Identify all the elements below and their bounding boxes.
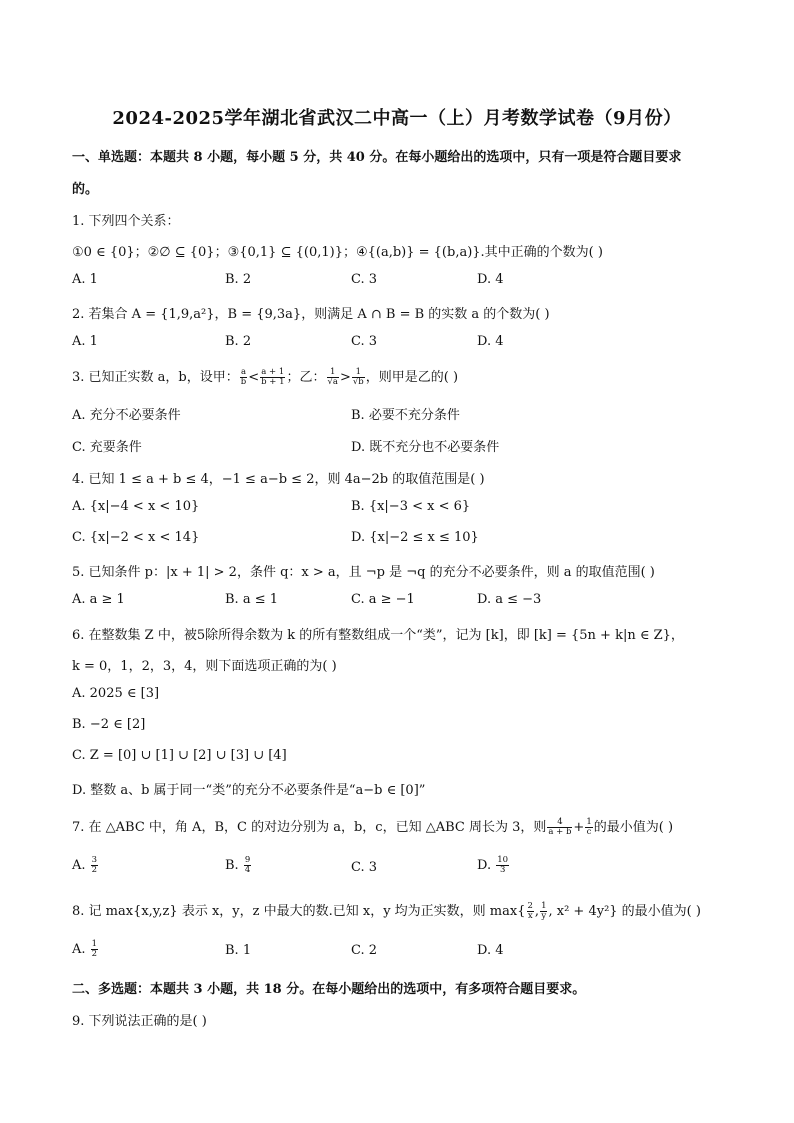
question-9-stem: 9. 下列说法正确的是( ) — [72, 1014, 207, 1029]
numerator: 9 — [244, 855, 251, 865]
denominator: b — [240, 377, 247, 387]
q4-option-d: D. {x|−2 ≤ x ≤ 10} — [351, 530, 479, 545]
q4-option-a: A. {x|−4 < x < 10} — [72, 499, 200, 514]
q1-option-b: B. 2 — [225, 272, 252, 287]
q8-option-b: B. 1 — [225, 943, 252, 958]
denominator: c — [586, 827, 592, 837]
denominator: 2 — [91, 949, 98, 959]
q2-option-d: D. 4 — [477, 334, 504, 349]
denominator: √a — [327, 377, 338, 387]
question-3-stem — [72, 366, 458, 387]
denominator: b + 1 — [261, 377, 285, 387]
q3-option-b: B. 必要不充分条件 — [351, 408, 460, 423]
q7-option-c — [351, 860, 377, 875]
q7-option-b — [225, 856, 252, 875]
question-5-stem: 5. 已知条件 p：|x + 1| > 2，条件 q：x > a，且 ¬p 是 ¬q 的充分不必要条件，则 a 的取值范围( ) — [72, 565, 655, 580]
denominator: a + b — [548, 827, 572, 837]
operator: > — [339, 370, 351, 385]
numerator: 1 — [586, 817, 592, 827]
q3-stem-part: ，则甲是乙的( ) — [365, 370, 459, 385]
question-1-relations: ①0 ∈ {0}；②∅ ⊆ {0}；③{0,1} ⊆ {(0,1)}；④{(a,b)} = {(b,a)}.其中正确的个数为( ) — [72, 245, 603, 260]
numerator: 2 — [527, 901, 533, 911]
q7-stem-part: 的最小值为( ) — [593, 820, 674, 835]
q3-option-d: D. 既不充分也不必要条件 — [351, 440, 500, 455]
numerator: a + 1 — [261, 367, 285, 377]
numerator: 1 — [541, 901, 547, 911]
numerator: 10 — [497, 855, 509, 865]
question-4-stem: 4. 已知 1 ≤ a + b ≤ 4，−1 ≤ a−b ≤ 2，则 4a−2b 的取值范围是( ) — [72, 472, 485, 487]
q2-option-b: B. 2 — [225, 334, 252, 349]
q3-option-a: A. 充分不必要条件 — [72, 408, 181, 423]
option-label: C. 3 — [351, 860, 378, 875]
q3-stem-part: 3. 已知正实数 a，b，设甲： — [72, 370, 239, 385]
question-6-stem-continuation: k = 0，1，2，3，4，则下面选项正确的为( ) — [72, 659, 337, 674]
q6-option-b: B. −2 ∈ [2] — [72, 717, 146, 732]
operator: + — [573, 820, 585, 835]
denominator: 4 — [244, 865, 251, 875]
denominator: √b — [352, 377, 364, 387]
q6-option-d: D. 整数 a、b 属于同一“类”的充分不必要条件是“a−b ∈ [0]” — [72, 783, 426, 798]
option-label: A. — [72, 942, 90, 957]
fraction — [527, 902, 534, 921]
q3-stem-part: ；乙： — [286, 370, 326, 385]
fraction — [91, 856, 98, 875]
numerator: 1 — [91, 939, 98, 949]
q8-stem-part: 8. 记 max{x,y,z} 表示 x，y，z 中最大的数.已知 x，y 均为正实数，则 max{ — [72, 904, 526, 919]
fraction — [260, 368, 285, 387]
fraction — [91, 940, 98, 959]
numerator: 3 — [91, 855, 98, 865]
q2-option-a: A. 1 — [72, 334, 98, 349]
q5-option-a: A. a ≥ 1 — [72, 592, 125, 607]
fraction — [327, 368, 339, 387]
question-1-stem: 1. 下列四个关系： — [72, 214, 180, 229]
fraction — [240, 368, 247, 387]
q4-option-c: C. {x|−2 < x < 14} — [72, 530, 200, 545]
q8-stem-part: , x² + 4y²} 的最小值为( ) — [548, 904, 701, 919]
q1-option-d: D. 4 — [477, 272, 504, 287]
q8-option-a — [72, 940, 99, 959]
page-title: 2024-2025学年湖北省武汉二中高一（上）月考数学试卷（9月份） — [112, 108, 682, 129]
q7-option-a — [72, 856, 99, 875]
numerator: 1 — [327, 368, 339, 378]
numerator: 1 — [352, 368, 365, 378]
denominator: y — [541, 911, 547, 921]
option-label: A. — [72, 858, 90, 873]
numerator: 4 — [547, 818, 572, 828]
q8-option-c: C. 2 — [351, 943, 378, 958]
q3-option-c: C. 充要条件 — [72, 440, 142, 455]
denominator: 3 — [499, 865, 506, 875]
q7-stem-part: 7. 在 △ABC 中，角 A，B，C 的对边分别为 a，b，c，已知 △ABC 周长为 3，则 — [72, 820, 547, 835]
question-6-stem: 6. 在整数集 Z 中，被5除所得余数为 k 的所有整数组成一个“类”，记为 [k]，即 [k] = {5n + k|n ∈ Z}， — [72, 628, 684, 643]
q6-option-a: A. 2025 ∈ [3] — [72, 686, 160, 701]
q7-option-d — [477, 856, 510, 875]
q5-option-b: B. a ≤ 1 — [225, 592, 278, 607]
denominator: 2 — [91, 865, 98, 875]
option-label: B. — [225, 858, 243, 873]
q2-option-c: C. 3 — [351, 334, 378, 349]
fraction — [547, 818, 572, 837]
numerator: a — [240, 367, 247, 377]
section-heading-multiple-choice: 二、多选题：本题共 3 小题，共 18 分。在每小题给出的选项中，有多项符合题目要求。 — [72, 982, 586, 997]
fraction — [496, 856, 509, 875]
q5-option-d: D. a ≤ −3 — [477, 592, 542, 607]
option-label: D. — [477, 858, 496, 873]
fraction — [540, 902, 547, 921]
denominator: x — [527, 911, 533, 921]
fraction — [352, 368, 365, 387]
fraction — [585, 818, 592, 837]
section-heading-continuation: 的。 — [72, 182, 99, 197]
question-7-stem — [72, 816, 673, 837]
q1-option-c: C. 3 — [351, 272, 378, 287]
question-2-stem: 2. 若集合 A = {1,9,a²}，B = {9,3a}，则满足 A ∩ B = B 的实数 a 的个数为( ) — [72, 307, 550, 322]
q8-option-d: D. 4 — [477, 943, 504, 958]
section-heading-single-choice: 一、单选题：本题共 8 小题，每小题 5 分，共 40 分。在每小题给出的选项中，只有一项是符合题目要求 — [72, 150, 682, 165]
question-8-stem: 8. 记 max{x,y,z} 表示 x，y，z 中最大的数.已知 x，y 均为正实数，则 max{ $\frac{2}{x}$ , $\frac{1}{y}$ , x² + 4y²} 的最小值为( ) — [72, 901, 701, 921]
q5-option-c: C. a ≥ −1 — [351, 592, 415, 607]
q6-option-c: C. Z = [0] ∪ [1] ∪ [2] ∪ [3] ∪ [4] — [72, 748, 287, 763]
q4-option-b: B. {x|−3 < x < 6} — [351, 499, 471, 514]
q1-option-a: A. 1 — [72, 272, 98, 287]
operator: < — [248, 370, 260, 385]
fraction — [244, 856, 251, 875]
